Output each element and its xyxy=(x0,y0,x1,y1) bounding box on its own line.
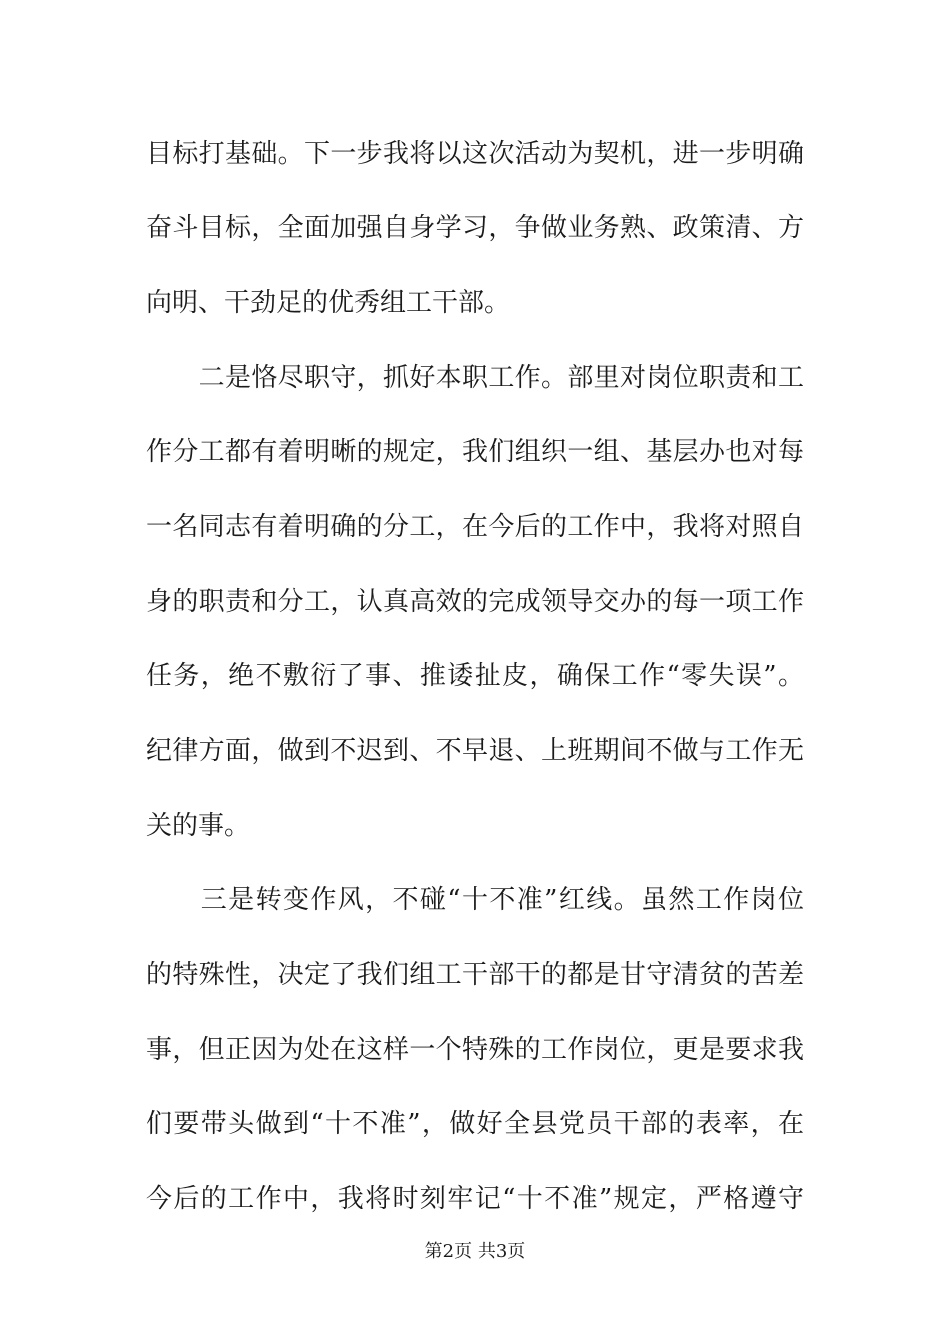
body-text-line: 向明、干劲足的优秀组工干部。 xyxy=(146,288,511,318)
body-text-line: 今后的工作中，我将时刻牢记“十不准”规定，严格遵守 xyxy=(146,1184,804,1214)
body-text-line: 事，但正因为处在这样一个特殊的工作岗位，更是要求我 xyxy=(146,1035,804,1065)
body-text-line: 们要带头做到“十不准”，做好全县党员干部的表率，在 xyxy=(146,1109,804,1139)
page-footer: 第2页 共3页 xyxy=(424,1241,526,1262)
body-text-line: 三是转变作风，不碰“十不准”红线。虽然工作岗位 xyxy=(146,885,804,915)
body-text-line: 一名同志有着明确的分工，在今后的工作中，我将对照自 xyxy=(146,512,804,542)
body-text-line: 目标打基础。下一步我将以这次活动为契机，进一步明确 xyxy=(146,139,804,169)
body-text-line: 的特殊性，决定了我们组工干部干的都是甘守清贫的苦差 xyxy=(146,960,804,990)
body-text-line: 身的职责和分工，认真高效的完成领导交办的每一项工作 xyxy=(146,587,804,617)
body-text-line: 二是恪尽职守，抓好本职工作。部里对岗位职责和工 xyxy=(146,363,804,393)
body-text-line: 任务，绝不敷衍了事、推诿扯皮，确保工作“零失误”。 xyxy=(146,661,804,691)
body-text-line: 奋斗目标，全面加强自身学习，争做业务熟、政策清、方 xyxy=(146,213,804,243)
body-text-line: 纪律方面，做到不迟到、不早退、上班期间不做与工作无 xyxy=(146,736,804,766)
body-text-line: 关的事。 xyxy=(146,811,251,841)
body-text-line: 作分工都有着明晰的规定，我们组织一组、基层办也对每 xyxy=(146,437,804,467)
